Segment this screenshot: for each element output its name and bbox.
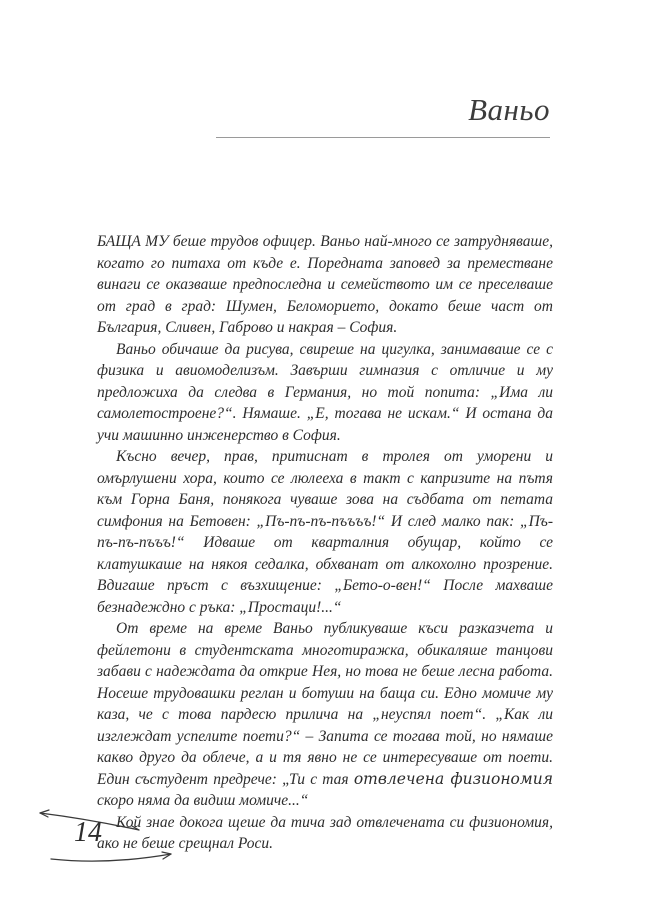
footer-flourish xyxy=(28,804,198,874)
paragraph-text: От време на време Ваньо публикуваше къси разказчета и фейлетони в студентската многотиражка, обикаляше танцови забави с надеждата да открие Нея, но това не беше лесна работа. Носеше трудовашки реглан и ботуши на баща си. Едно момиче му каза, че с това пардесю прилича на „неуспял поет“. „Как ли изглеждат успелите поети?“ – Запита се тогава той, но нямаше какво друго да облече, а и тя явно не се интересуваше от поети. Един състудент предрече: „Ти с тая xyxy=(97,620,553,788)
header-rule xyxy=(216,137,550,138)
paragraph xyxy=(97,446,553,618)
swash-strokes-icon xyxy=(28,804,198,874)
emphasized-phrase: отвлечена физиономия xyxy=(353,769,553,788)
paragraph xyxy=(97,618,553,812)
paragraph-text: Кой знае докога щеше да тича зад отвлечената си физиономия, ако не беше срещнал Роси. xyxy=(97,813,553,852)
chapter-title: Ваньо xyxy=(468,92,550,127)
page-number: 14 xyxy=(74,817,102,848)
text-column xyxy=(97,231,553,855)
paragraph-text: Късно вечер, прав, притиснат в тролея от уморени и омърлушени хора, които се люлееха в такт с капризите на пътя към Горна Баня, понякога чуваше зова на съдбата от петата симфония на Бетовен: „Пъ-пъ-пъ-пъъъъ!“ И след малко пак: „Пъ-пъ-пъ-пъъъ!“ Идваше от кварталния обущар, който се клатушкаше на някоя седалка, обхванат от алкохолно прозрение. Вдигаше пръст с възхищение: „Бето-о-вен!“ После махваше безнадеждно с ръка: „Простаци!...“ xyxy=(97,448,553,616)
paragraph xyxy=(97,339,553,447)
paragraph-text: Ваньо обичаше да рисува, свиреше на цигулка, занимаваше се с физика и авиомоделизъм. Завърши гимназия с отличие и му предложиха да следва в Германия, но той попита: „Има ли самолетостроене?“. Нямаше. „Е, тогава не искам.“ И остана да учи машинно инженерство в София. xyxy=(97,340,553,444)
paragraph-text: скоро няма да видиш момиче...“ xyxy=(97,792,309,809)
paragraph-text: БАЩА МУ беше трудов офицер. Ваньо най-много се затрудняваше, когато го питаха от къде е. Поредната заповед за преместване винаги се оказваше предпоследна и семейството им се преселваше от град в град: Шумен, Беломорието, докато беше част от България, Сливен, Габрово и накрая – София. xyxy=(97,233,553,336)
paragraph xyxy=(97,231,553,339)
